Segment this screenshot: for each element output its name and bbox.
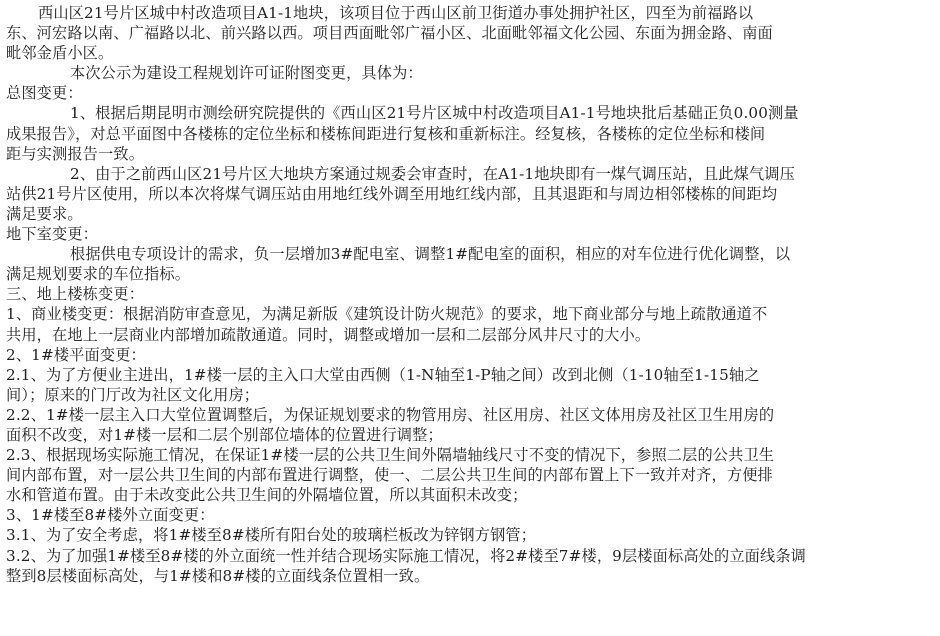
text-line: 间）；原来的门厅改为社区文化用房； — [6, 385, 260, 404]
text-line: 满足规划要求的车位指标。 — [6, 265, 191, 284]
text-line: 2、由于之前西山区21号片区大地块方案通过规委会审查时，在A1-1地块即有一煤气调压站，且此煤气调压 — [70, 164, 795, 183]
text-line: 东、河宏路以南、广福路以北、前兴路以西。项目西面毗邻广福小区、北面毗邻福文化公园、东面为拥金路、南面 — [6, 24, 773, 43]
text-line: 满足要求。 — [6, 204, 83, 223]
text-line: 站供21号片区使用，所以本次将煤气调压站由用地红线外调至用地红线内部，且其退距和与周边相邻楼栋的间距均 — [6, 184, 778, 203]
text-line: 2.1、为了方便业主进出，1#楼一层的主入口大堂由西侧（1-N轴至1-P轴之间）改到北侧（1-10轴至1-15轴之 — [6, 365, 760, 384]
text-line: 距与实测报告一致。 — [6, 144, 145, 163]
text-line: 3.2、为了加强1#楼至8#楼的外立面统一性并结合现场实际施工情况，将2#楼至7#楼，9层楼面标高处的立面线条调 — [6, 546, 807, 565]
text-line: 2、1#楼平面变更： — [6, 345, 146, 364]
text-line: 2.3、根据现场实际施工情况，在保证1#楼一层的公共卫生间外隔墙轴线尺寸不变的情况下，参照二层的公共卫生 — [6, 446, 775, 465]
text-line: 根据供电专项设计的需求，负一层增加3#配电室、调整1#配电室的面积，相应的对车位进行优化调整，以 — [70, 245, 791, 264]
text-line: 毗邻金盾小区。 — [6, 44, 114, 63]
text-line: 3.1、为了安全考虑，将1#楼至8#楼所有阳台处的玻璃栏板改为锌钢方钢管； — [6, 526, 537, 545]
text-line: 面积不改变，对1#楼一层和二层个别部位墙体的位置进行调整； — [6, 425, 443, 444]
text-line: 3、1#楼至8#楼外立面变更： — [6, 506, 215, 525]
text-line: 西山区21号片区城中村改造项目A1-1地块，该项目位于西山区前卫街道办事处拥护社区，四至为前福路以 — [38, 4, 754, 22]
text-line: 总图变更： — [6, 84, 83, 103]
text-line: 1、商业楼变更：根据消防审查意见，为满足新版《建筑设计防火规范》的要求，地下商业部分与地上疏散通道不 — [6, 305, 768, 324]
text-line: 成果报告》，对总平面图中各楼栋的定位坐标和楼栋间距进行复核和重新标注。经复核，各楼栋的定位坐标和楼间 — [6, 124, 766, 143]
text-line: 共用，在地上一层商业内部增加疏散通道。同时，调整或增加一层和二层部分风井尺寸的大小。 — [6, 325, 651, 344]
text-line: 间内部布置，对一层公共卫生间的内部布置进行调整，使一、二层公共卫生间的内部布置上下一致并对齐，方便排 — [6, 466, 773, 485]
text-line: 水和管道布置。由于未改变此公共卫生间的外隔墙位置，所以其面积未改变； — [6, 486, 528, 505]
text-line: 地下室变更： — [6, 225, 99, 244]
text-line: 本次公示为建设工程规划许可证附图变更，具体为： — [70, 64, 423, 83]
text-line: 三、地上楼栋变更： — [6, 285, 145, 304]
text-line: 1、根据后期昆明市测绘研究院提供的《西山区21号片区城中村改造项目A1-1号地块批后基础正负0.00测量 — [70, 104, 799, 123]
text-line: 整到8层楼面标高处，与1#楼和8#楼的立面线条位置相一致。 — [6, 566, 430, 585]
text-line: 2.2、1#楼一层主入口大堂位置调整后，为保证规划要求的物管用房、社区用房、社区文体用房及社区卫生用房的 — [6, 405, 775, 424]
